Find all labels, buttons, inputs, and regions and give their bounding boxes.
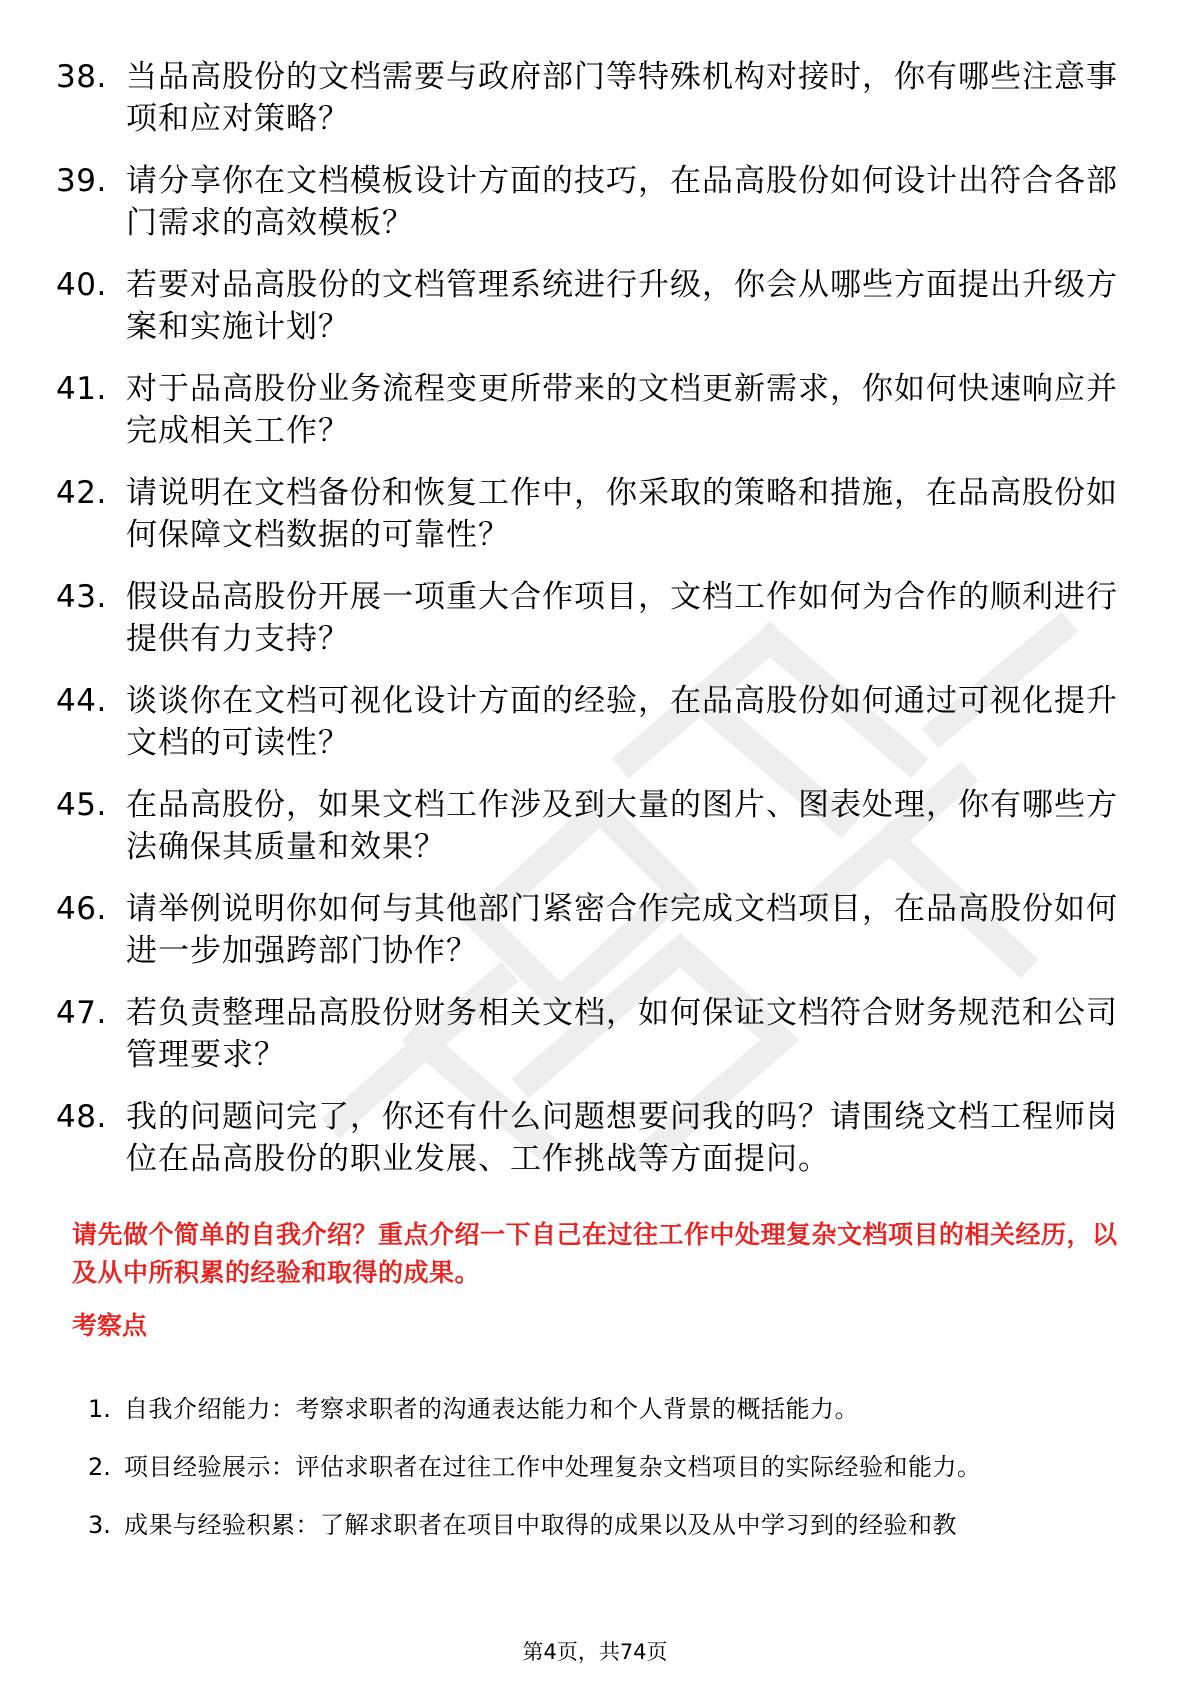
question-text: 当品高股份的文档需要与政府部门等特殊机构对接时，你有哪些注意事项和应对策略？ <box>126 59 1118 137</box>
question-number: 47. <box>56 995 107 1031</box>
list-item <box>0 1084 1190 1188</box>
list-item <box>0 668 1190 772</box>
list-item <box>0 460 1190 564</box>
question-number: 40. <box>56 267 107 303</box>
question-number: 44. <box>56 683 107 719</box>
question-number: 38. <box>56 59 107 95</box>
question-text: 对于品高股份业务流程变更所带来的文档更新需求，你如何快速响应并完成相关工作？ <box>126 371 1118 449</box>
list-item <box>0 252 1190 356</box>
list-item <box>0 1438 1190 1496</box>
point-text: 成果与经验积累：了解求职者在项目中取得的成果以及从中学习到的经验和教 <box>124 1511 957 1539</box>
question-text: 请说明在文档备份和恢复工作中，你采取的策略和措施，在品高股份如何保障文档数据的可靠性？ <box>126 475 1118 553</box>
question-number: 42. <box>56 475 107 511</box>
point-number: 1. <box>88 1395 111 1423</box>
question-text: 在品高股份，如果文档工作涉及到大量的图片、图表处理，你有哪些方法确保其质量和效果？ <box>126 787 1118 865</box>
question-list <box>0 44 1190 1188</box>
question-number: 45. <box>56 787 107 823</box>
question-text: 请举例说明你如何与其他部门紧密合作完成文档项目，在品高股份如何进一步加强跨部门协作？ <box>126 891 1118 969</box>
question-number: 43. <box>56 579 107 615</box>
question-number: 41. <box>56 371 107 407</box>
list-item <box>0 876 1190 980</box>
highlight-question: 请先做个简单的自我介绍？重点介绍一下自己在过往工作中处理复杂文档项目的相关经历，以及从中所积累的经验和取得的成果。 <box>72 1220 1118 1287</box>
list-item <box>0 356 1190 460</box>
question-number: 39. <box>56 163 107 199</box>
question-number: 48. <box>56 1099 107 1135</box>
section-title: 考察点 <box>72 1311 148 1340</box>
list-item <box>0 44 1190 148</box>
question-text: 谈谈你在文档可视化设计方面的经验，在品高股份如何通过可视化提升文档的可读性？ <box>126 683 1118 761</box>
list-item <box>0 772 1190 876</box>
page-footer: 第4页，共74页 <box>522 1640 668 1664</box>
question-text: 假设品高股份开展一项重大合作项目，文档工作如何为合作的顺利进行提供有力支持？ <box>126 579 1118 657</box>
point-number: 3. <box>88 1511 111 1539</box>
point-number: 2. <box>88 1453 111 1481</box>
question-text: 我的问题问完了，你还有什么问题想要问我的吗？请围绕文档工程师岗位在品高股份的职业发展、工作挑战等方面提问。 <box>126 1099 1118 1177</box>
list-item <box>0 1496 1190 1554</box>
list-item <box>0 148 1190 252</box>
list-item <box>0 1380 1190 1438</box>
list-item <box>0 980 1190 1084</box>
question-number: 46. <box>56 891 107 927</box>
list-item <box>0 564 1190 668</box>
point-text: 项目经验展示：评估求职者在过往工作中处理复杂文档项目的实际经验和能力。 <box>124 1453 982 1481</box>
question-text: 请分享你在文档模板设计方面的技巧，在品高股份如何设计出符合各部门需求的高效模板？ <box>126 163 1118 241</box>
question-text: 若负责整理品高股份财务相关文档，如何保证文档符合财务规范和公司管理要求？ <box>126 995 1118 1073</box>
point-text: 自我介绍能力：考察求职者的沟通表达能力和个人背景的概括能力。 <box>124 1395 859 1423</box>
assessment-points <box>0 1380 1190 1554</box>
question-text: 若要对品高股份的文档管理系统进行升级，你会从哪些方面提出升级方案和实施计划？ <box>126 267 1118 345</box>
